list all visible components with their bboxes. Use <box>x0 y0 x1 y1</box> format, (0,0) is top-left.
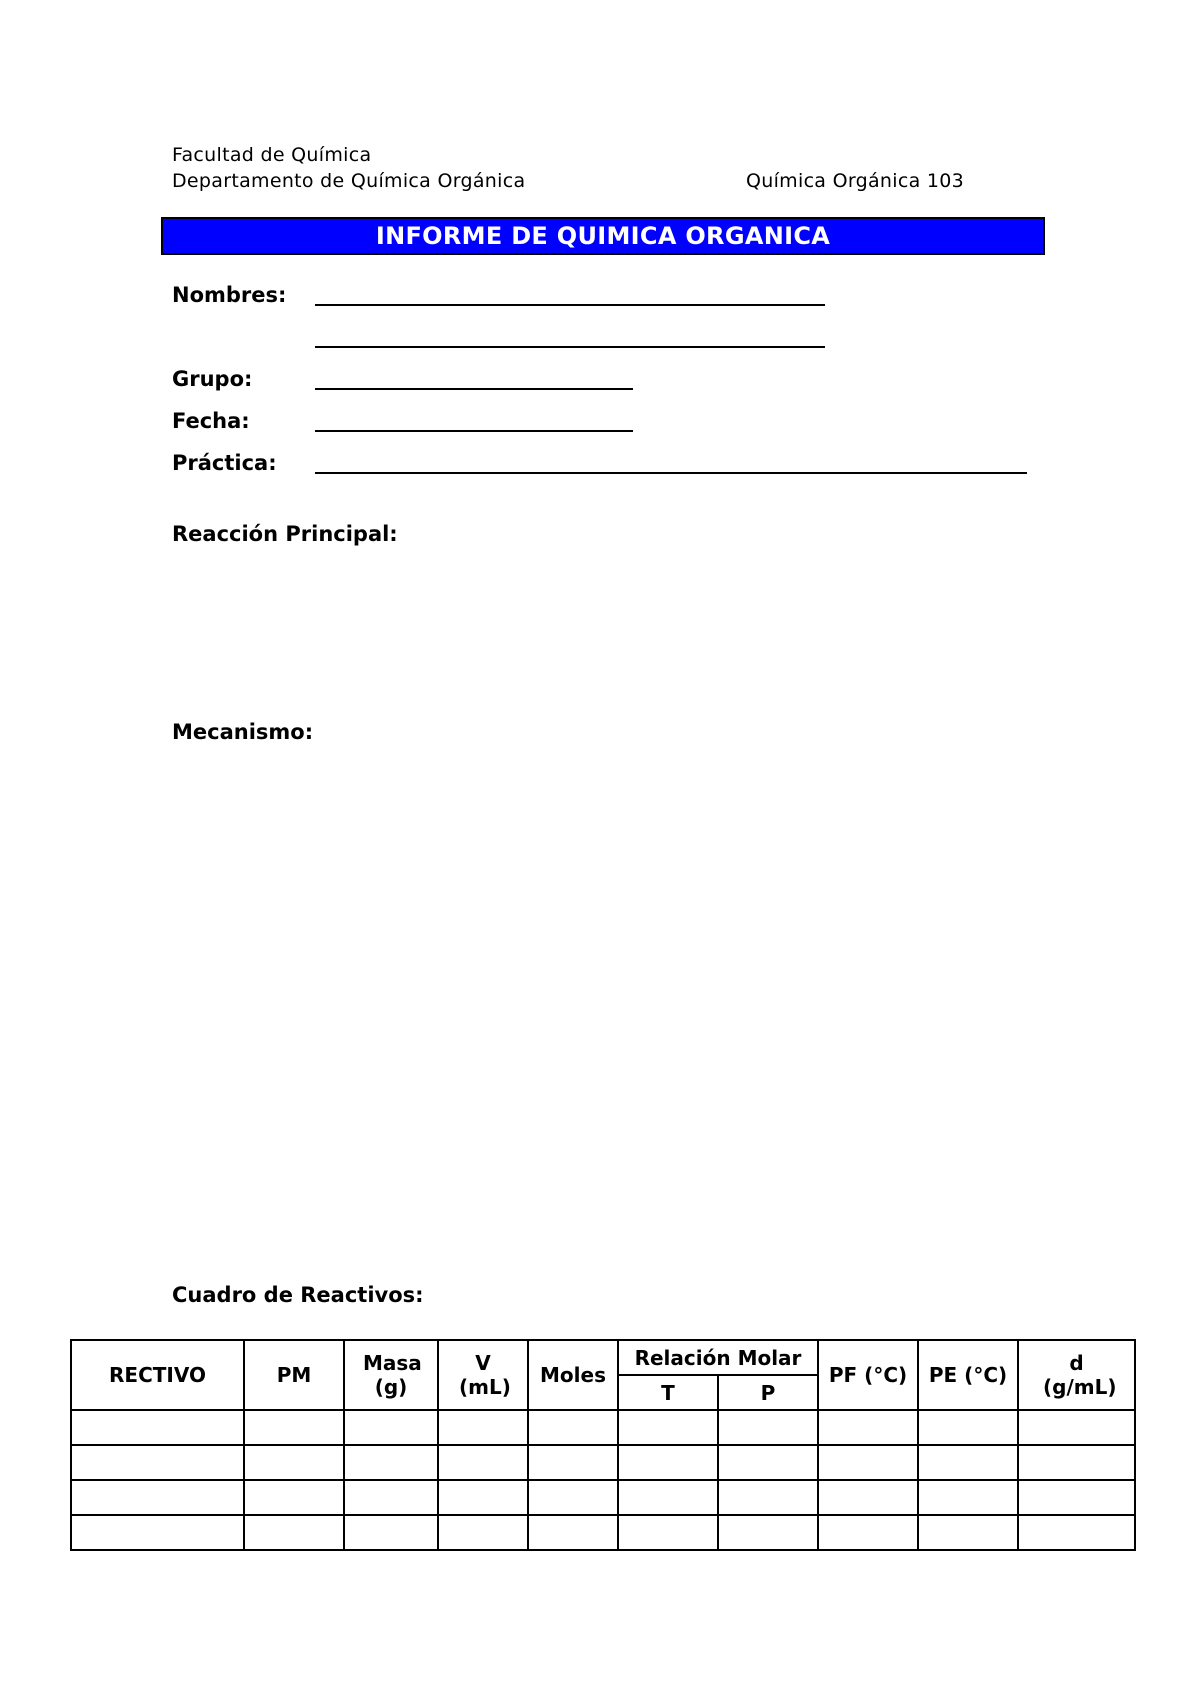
table-header-row <box>71 1340 1135 1375</box>
reagents-table <box>70 1339 1136 1551</box>
fecha-line[interactable] <box>315 430 633 432</box>
col-relacion-p: P <box>718 1375 818 1410</box>
col-pe: PE (°C) <box>918 1340 1018 1410</box>
fecha-label: Fecha: <box>172 409 250 433</box>
grupo-label: Grupo: <box>172 367 253 391</box>
col-relacion-molar: Relación Molar <box>618 1340 818 1375</box>
practica-line[interactable] <box>315 472 1027 474</box>
col-moles: Moles <box>528 1340 618 1410</box>
col-densidad: d (g/mL) <box>1018 1340 1135 1410</box>
table-row <box>71 1480 1135 1515</box>
nombres-line-2[interactable] <box>315 346 825 348</box>
col-masa: Masa (g) <box>344 1340 438 1410</box>
col-relacion-t: T <box>618 1375 718 1410</box>
practica-label: Práctica: <box>172 451 277 475</box>
col-volumen: V (mL) <box>438 1340 528 1410</box>
course-name: Química Orgánica 103 <box>746 170 965 192</box>
nombres-label: Nombres: <box>172 283 287 307</box>
cuadro-reactivos-heading: Cuadro de Reactivos: <box>172 1283 424 1307</box>
report-title-banner: INFORME DE QUIMICA ORGANICA <box>161 217 1045 255</box>
grupo-line[interactable] <box>315 388 633 390</box>
nombres-line-1[interactable] <box>315 304 825 306</box>
table-row <box>71 1445 1135 1480</box>
table-row <box>71 1515 1135 1550</box>
col-pm: PM <box>244 1340 344 1410</box>
faculty-name: Facultad de Química <box>172 144 372 166</box>
reaccion-principal-heading: Reacción Principal: <box>172 522 398 546</box>
department-name: Departamento de Química Orgánica <box>172 170 526 192</box>
col-pf: PF (°C) <box>818 1340 918 1410</box>
col-reactivo: RECTIVO <box>71 1340 244 1410</box>
mecanismo-heading: Mecanismo: <box>172 720 314 744</box>
table-row <box>71 1410 1135 1445</box>
